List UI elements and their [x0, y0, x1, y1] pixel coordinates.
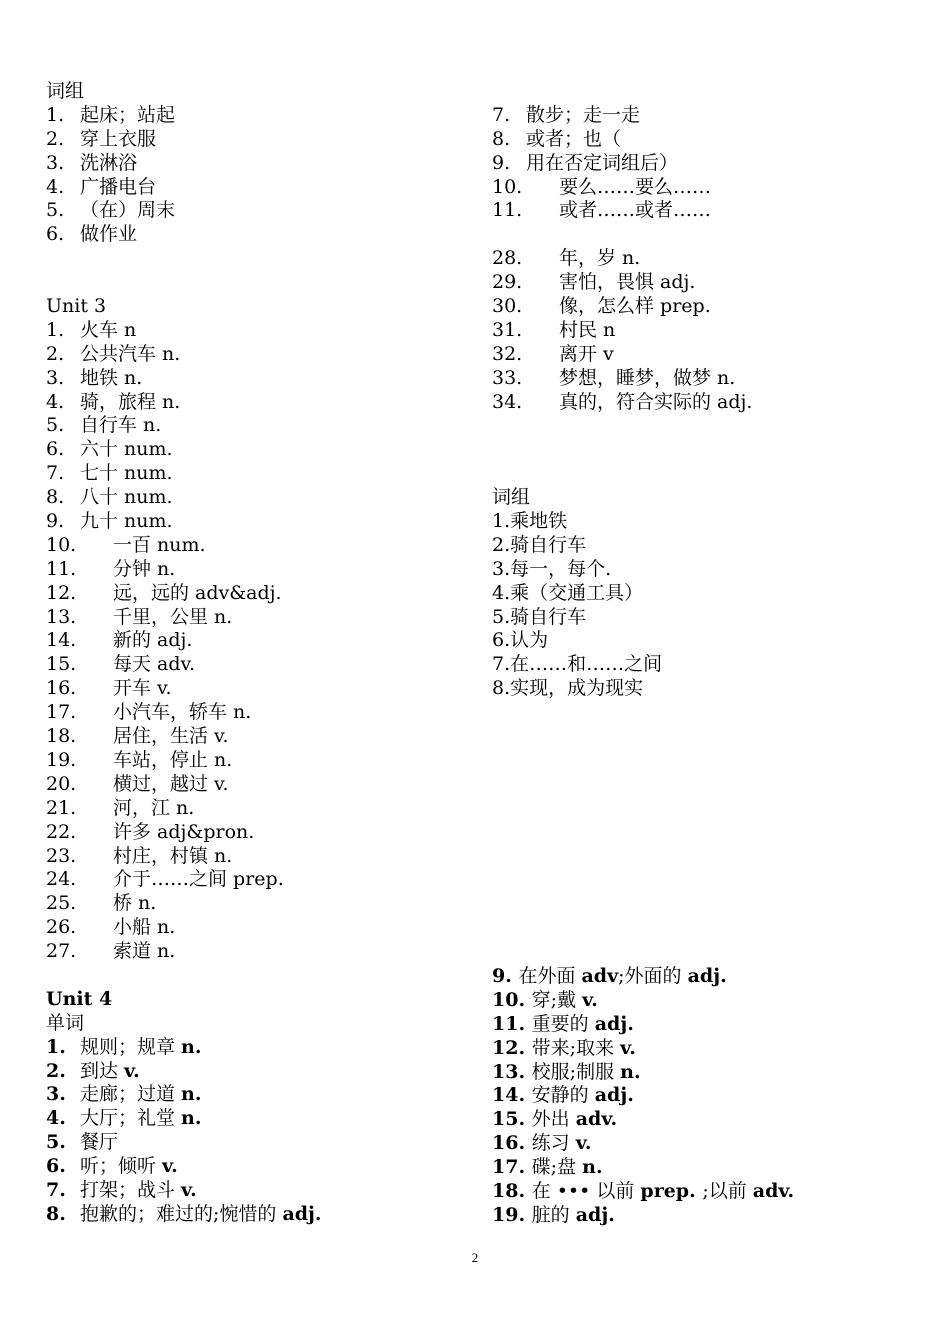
item-text: 到达: [80, 1059, 125, 1082]
item-number: 10.: [492, 175, 523, 198]
word-item: [46, 1060, 466, 1084]
part-of-speech: adv.: [575, 1108, 618, 1131]
word-item: [492, 1108, 912, 1132]
word-item: [46, 534, 466, 558]
word-item: [46, 1155, 466, 1179]
item-text: 六十 num.: [80, 438, 173, 461]
item-text: 广播电台: [80, 175, 157, 198]
item-text: 开车 v.: [113, 677, 172, 700]
item-text: 小船 n.: [113, 916, 176, 939]
item-text: 安静的: [531, 1084, 595, 1107]
item-text: 餐厅: [80, 1131, 119, 1154]
item-number: 6.: [46, 438, 65, 461]
part-of-speech: adj.: [594, 1084, 634, 1107]
item-text: 听；倾听: [80, 1155, 163, 1178]
phrase-list: [46, 104, 466, 247]
phrase-item: 2.骑自行车: [492, 533, 587, 556]
item-text: 介于……之间 prep.: [113, 868, 284, 891]
item-text: 村民 n: [559, 318, 616, 341]
phrase-item: [492, 176, 912, 200]
phrase-item: [492, 199, 912, 223]
item-text: 远，远的 adv&adj.: [113, 581, 282, 604]
item-number: 18.: [46, 725, 77, 748]
item-number: 34.: [492, 390, 523, 413]
word-item: [46, 868, 466, 892]
part-of-speech: adj.: [594, 1012, 634, 1035]
word-item: [46, 462, 466, 486]
item-number: 11.: [492, 1012, 532, 1035]
item-number: 20.: [46, 772, 77, 795]
word-item: [492, 367, 912, 391]
item-number: 1.: [46, 1035, 66, 1058]
item-text: 索道 n.: [113, 940, 176, 963]
unit4-word-list: [46, 1036, 466, 1227]
item-text: 骑，旅程 n.: [80, 390, 181, 413]
unit3-word-list: [46, 319, 466, 964]
item-text: 或者；也（: [526, 127, 622, 150]
word-item: [492, 295, 912, 319]
item-number: 32.: [492, 342, 523, 365]
part-of-speech: adv.: [752, 1180, 795, 1203]
item-text: 穿;戴: [531, 988, 583, 1011]
word-item: [46, 1083, 466, 1107]
part-of-speech: v.: [181, 1178, 197, 1201]
item-number: 17.: [46, 701, 77, 724]
item-text: 洗淋浴: [80, 151, 138, 174]
item-number: 26.: [46, 916, 77, 939]
part-of-speech: adj.: [575, 1203, 615, 1226]
word-item: [492, 1156, 912, 1180]
item-text: 每天 adv.: [113, 653, 196, 676]
item-text: 一百 num.: [113, 533, 206, 556]
item-text: 在 ••• 以前: [531, 1180, 641, 1203]
word-item: [46, 510, 466, 534]
item-number: 3.: [46, 366, 65, 389]
item-number: 29.: [492, 271, 523, 294]
item-number: 19.: [46, 748, 77, 771]
item-number: 4.: [46, 175, 65, 198]
item-number: 4.: [46, 1107, 66, 1130]
item-text: 起床；站起: [80, 103, 176, 126]
item-text: 害怕，畏惧 adj.: [559, 271, 696, 294]
item-text: 或者……或者……: [559, 199, 712, 222]
part-of-speech: n.: [582, 1156, 603, 1179]
item-text: 九十 num.: [80, 510, 173, 533]
word-item: [492, 1061, 912, 1085]
item-number: 28.: [492, 247, 523, 270]
item-number: 22.: [46, 820, 77, 843]
word-item: [46, 892, 466, 916]
right-column: [492, 80, 912, 701]
item-number: 5.: [46, 1131, 66, 1154]
part-of-speech: n.: [181, 1107, 202, 1130]
unit4-word-list-continued: [492, 965, 912, 1228]
item-text: 大厅；礼堂: [80, 1107, 182, 1130]
phrase-item: [46, 128, 466, 152]
item-text: 自行车 n.: [80, 414, 162, 437]
part-of-speech: n.: [181, 1083, 202, 1106]
word-item: [46, 821, 466, 845]
item-text: 碟;盘: [531, 1156, 583, 1179]
item-text: 规则；规章: [80, 1035, 182, 1058]
word-item: [46, 391, 466, 415]
item-text: 七十 num.: [80, 462, 173, 485]
word-item: [46, 606, 466, 630]
part-of-speech: prep.: [640, 1180, 703, 1203]
item-number: 30.: [492, 295, 523, 318]
word-item: [492, 391, 912, 415]
word-item: [46, 582, 466, 606]
item-text: 千里，公里 n.: [113, 605, 233, 628]
item-number: 14.: [492, 1084, 532, 1107]
item-number: 6.: [46, 1155, 66, 1178]
word-item: [492, 271, 912, 295]
item-number: 14.: [46, 629, 77, 652]
phrase-item: [46, 223, 466, 247]
item-text: 重要的: [531, 1012, 595, 1035]
item-text: 公共汽车 n.: [80, 342, 181, 365]
word-item: [492, 247, 912, 271]
item-number: 24.: [46, 868, 77, 891]
word-item: [492, 1180, 912, 1204]
word-item: [46, 845, 466, 869]
item-number: 11.: [492, 199, 523, 222]
item-number: 18.: [492, 1180, 532, 1203]
item-text: 居住，生活 v.: [113, 725, 229, 748]
phrase-item: 5.骑自行车: [492, 605, 587, 628]
word-item: [492, 343, 912, 367]
item-text: 新的 adj.: [113, 629, 193, 652]
word-item: [46, 343, 466, 367]
item-number: 6.: [46, 223, 65, 246]
item-text: 走廊；过道: [80, 1083, 182, 1106]
item-number: 1.: [46, 318, 65, 341]
phrase-item: 1.乘地铁: [492, 510, 568, 533]
unit3-heading: Unit 3: [46, 295, 107, 318]
item-number: 11.: [46, 557, 77, 580]
item-number: 9.: [492, 965, 519, 987]
item-number: 17.: [492, 1156, 532, 1179]
word-item: [46, 797, 466, 821]
word-item: [492, 1084, 912, 1108]
word-item: [46, 653, 466, 677]
word-item: [492, 319, 912, 343]
word-item: [46, 749, 466, 773]
part-of-speech: adj.: [687, 965, 727, 987]
item-number: 21.: [46, 796, 77, 819]
item-number: 19.: [492, 1203, 532, 1226]
item-text: 年，岁 n.: [559, 247, 641, 270]
item-number: 31.: [492, 318, 523, 341]
item-number: 8.: [46, 486, 65, 509]
item-text: 村庄，村镇 n.: [113, 844, 233, 867]
word-item: [46, 438, 466, 462]
phrase-item: [46, 199, 466, 223]
item-number: 12.: [46, 581, 77, 604]
part-of-speech: n.: [620, 1060, 641, 1083]
item-number: 16.: [46, 677, 77, 700]
phrase-item: 6.认为: [492, 629, 549, 652]
item-text: 八十 num.: [80, 486, 173, 509]
phrase-item: 8.实现，成为现实: [492, 677, 644, 700]
item-text: 许多 adj&pron.: [113, 820, 255, 843]
item-number: 2.: [46, 1059, 66, 1082]
item-number: 9.: [492, 151, 511, 174]
item-text-extra: ;外面的: [618, 965, 688, 987]
item-text: 离开 v: [559, 342, 614, 365]
word-item: [46, 1179, 466, 1203]
word-item: [492, 1204, 912, 1228]
item-text: 像，怎么样 prep.: [559, 295, 711, 318]
word-item: [46, 773, 466, 797]
left-column: [46, 80, 466, 1227]
word-item: [46, 725, 466, 749]
word-item: [46, 486, 466, 510]
item-text: 用在否定词组后）: [526, 151, 679, 174]
item-number: 4.: [46, 390, 65, 413]
item-text: 在外面: [518, 965, 582, 987]
phrases-heading: 词组: [46, 80, 85, 102]
item-text: 真的，符合实际的 adj.: [559, 390, 753, 413]
item-number: 7.: [46, 1178, 66, 1201]
item-number: 13.: [492, 1060, 532, 1083]
item-text: 带来;取来: [531, 1036, 621, 1059]
word-item: [492, 1037, 912, 1061]
word-item: [46, 367, 466, 391]
item-number: 7.: [492, 103, 511, 126]
item-number: 8.: [46, 1202, 66, 1225]
word-item: [46, 916, 466, 940]
item-text: 练习: [531, 1132, 576, 1155]
phrase-item: 7.在……和……之间: [492, 653, 663, 676]
item-text: 地铁 n.: [80, 366, 143, 389]
item-number: 10.: [492, 988, 532, 1011]
item-text: 要么……要么……: [559, 175, 712, 198]
item-number: 2.: [46, 342, 65, 365]
item-text: 脏的: [531, 1203, 576, 1226]
item-text: 火车 n: [80, 318, 137, 341]
item-text: 分钟 n.: [113, 557, 176, 580]
item-text: 抱歉的；难过的;惋惜的: [80, 1202, 283, 1225]
phrase-item: [46, 152, 466, 176]
word-item: [46, 1203, 466, 1227]
item-text: 河，江 n.: [113, 796, 195, 819]
part-of-speech: v.: [124, 1059, 140, 1082]
phrase-item: [492, 104, 912, 128]
unit4-heading: Unit 4: [46, 987, 113, 1010]
item-number: 1.: [46, 103, 65, 126]
item-number: 7.: [46, 462, 65, 485]
item-number: 5.: [46, 414, 65, 437]
item-text: （在）周末: [80, 199, 176, 222]
phrase-item: [492, 128, 912, 152]
item-number: 15.: [492, 1108, 532, 1131]
word-item: [46, 319, 466, 343]
unit4-subheading: 单词: [46, 1011, 85, 1034]
item-text: 校服;制服: [531, 1060, 621, 1083]
item-number: 13.: [46, 605, 77, 628]
unit4-word-list-continued-wrap: [492, 965, 912, 1228]
phrase-list-continued: [492, 104, 912, 223]
word-item: [46, 1131, 466, 1155]
word-item: [46, 558, 466, 582]
item-number: 15.: [46, 653, 77, 676]
word-item: [46, 677, 466, 701]
item-number: 27.: [46, 940, 77, 963]
item-number: 25.: [46, 892, 77, 915]
word-item: [46, 1036, 466, 1060]
part-of-speech: adv: [581, 965, 619, 987]
item-text: 做作业: [80, 223, 138, 246]
phrase-item: 4.乘（交通工具）: [492, 581, 644, 604]
item-text: 横过，越过 v.: [113, 772, 229, 795]
item-number: 33.: [492, 366, 523, 389]
item-number: 5.: [46, 199, 65, 222]
item-text: 外出: [531, 1108, 576, 1131]
word-item: [46, 940, 466, 964]
word-item: [492, 1013, 912, 1037]
item-number: 23.: [46, 844, 77, 867]
item-text: 打架；战斗: [80, 1178, 182, 1201]
part-of-speech: v.: [620, 1036, 636, 1059]
word-item: [492, 989, 912, 1013]
word-item: [46, 629, 466, 653]
unit3-phrase-list: [492, 510, 912, 701]
item-number: 3.: [46, 1083, 66, 1106]
word-item: [492, 965, 912, 989]
word-item: [46, 1107, 466, 1131]
item-text: 小汽车，轿车 n.: [113, 701, 252, 724]
phrase-item: [46, 176, 466, 200]
phrase-item: [492, 152, 912, 176]
item-number: 8.: [492, 127, 511, 150]
item-text: 散步；走一走: [526, 103, 641, 126]
part-of-speech: v.: [575, 1132, 592, 1155]
item-number: 16.: [492, 1132, 532, 1155]
item-text-extra: ;以前: [702, 1180, 753, 1203]
item-text: 桥 n.: [113, 892, 157, 915]
part-of-speech: adj.: [282, 1202, 322, 1225]
item-number: 2.: [46, 127, 65, 150]
word-item: [46, 414, 466, 438]
item-text: 梦想，睡梦，做梦 n.: [559, 366, 736, 389]
phrase-item: 3.每一，每个.: [492, 557, 612, 580]
item-number: 3.: [46, 151, 65, 174]
part-of-speech: v.: [162, 1155, 178, 1178]
item-text: 车站，停止 n.: [113, 748, 233, 771]
part-of-speech: n.: [181, 1035, 202, 1058]
phrase-item: [46, 104, 466, 128]
part-of-speech: v.: [582, 988, 598, 1011]
unit3-word-list-continued: [492, 247, 912, 414]
item-number: 9.: [46, 510, 65, 533]
item-text: 穿上衣服: [80, 127, 157, 150]
item-number: 12.: [492, 1036, 532, 1059]
word-item: [46, 701, 466, 725]
page-number: 2: [471, 1250, 479, 1265]
item-number: 10.: [46, 533, 77, 556]
word-item: [492, 1132, 912, 1156]
unit3-phrases-heading: 词组: [492, 486, 531, 509]
